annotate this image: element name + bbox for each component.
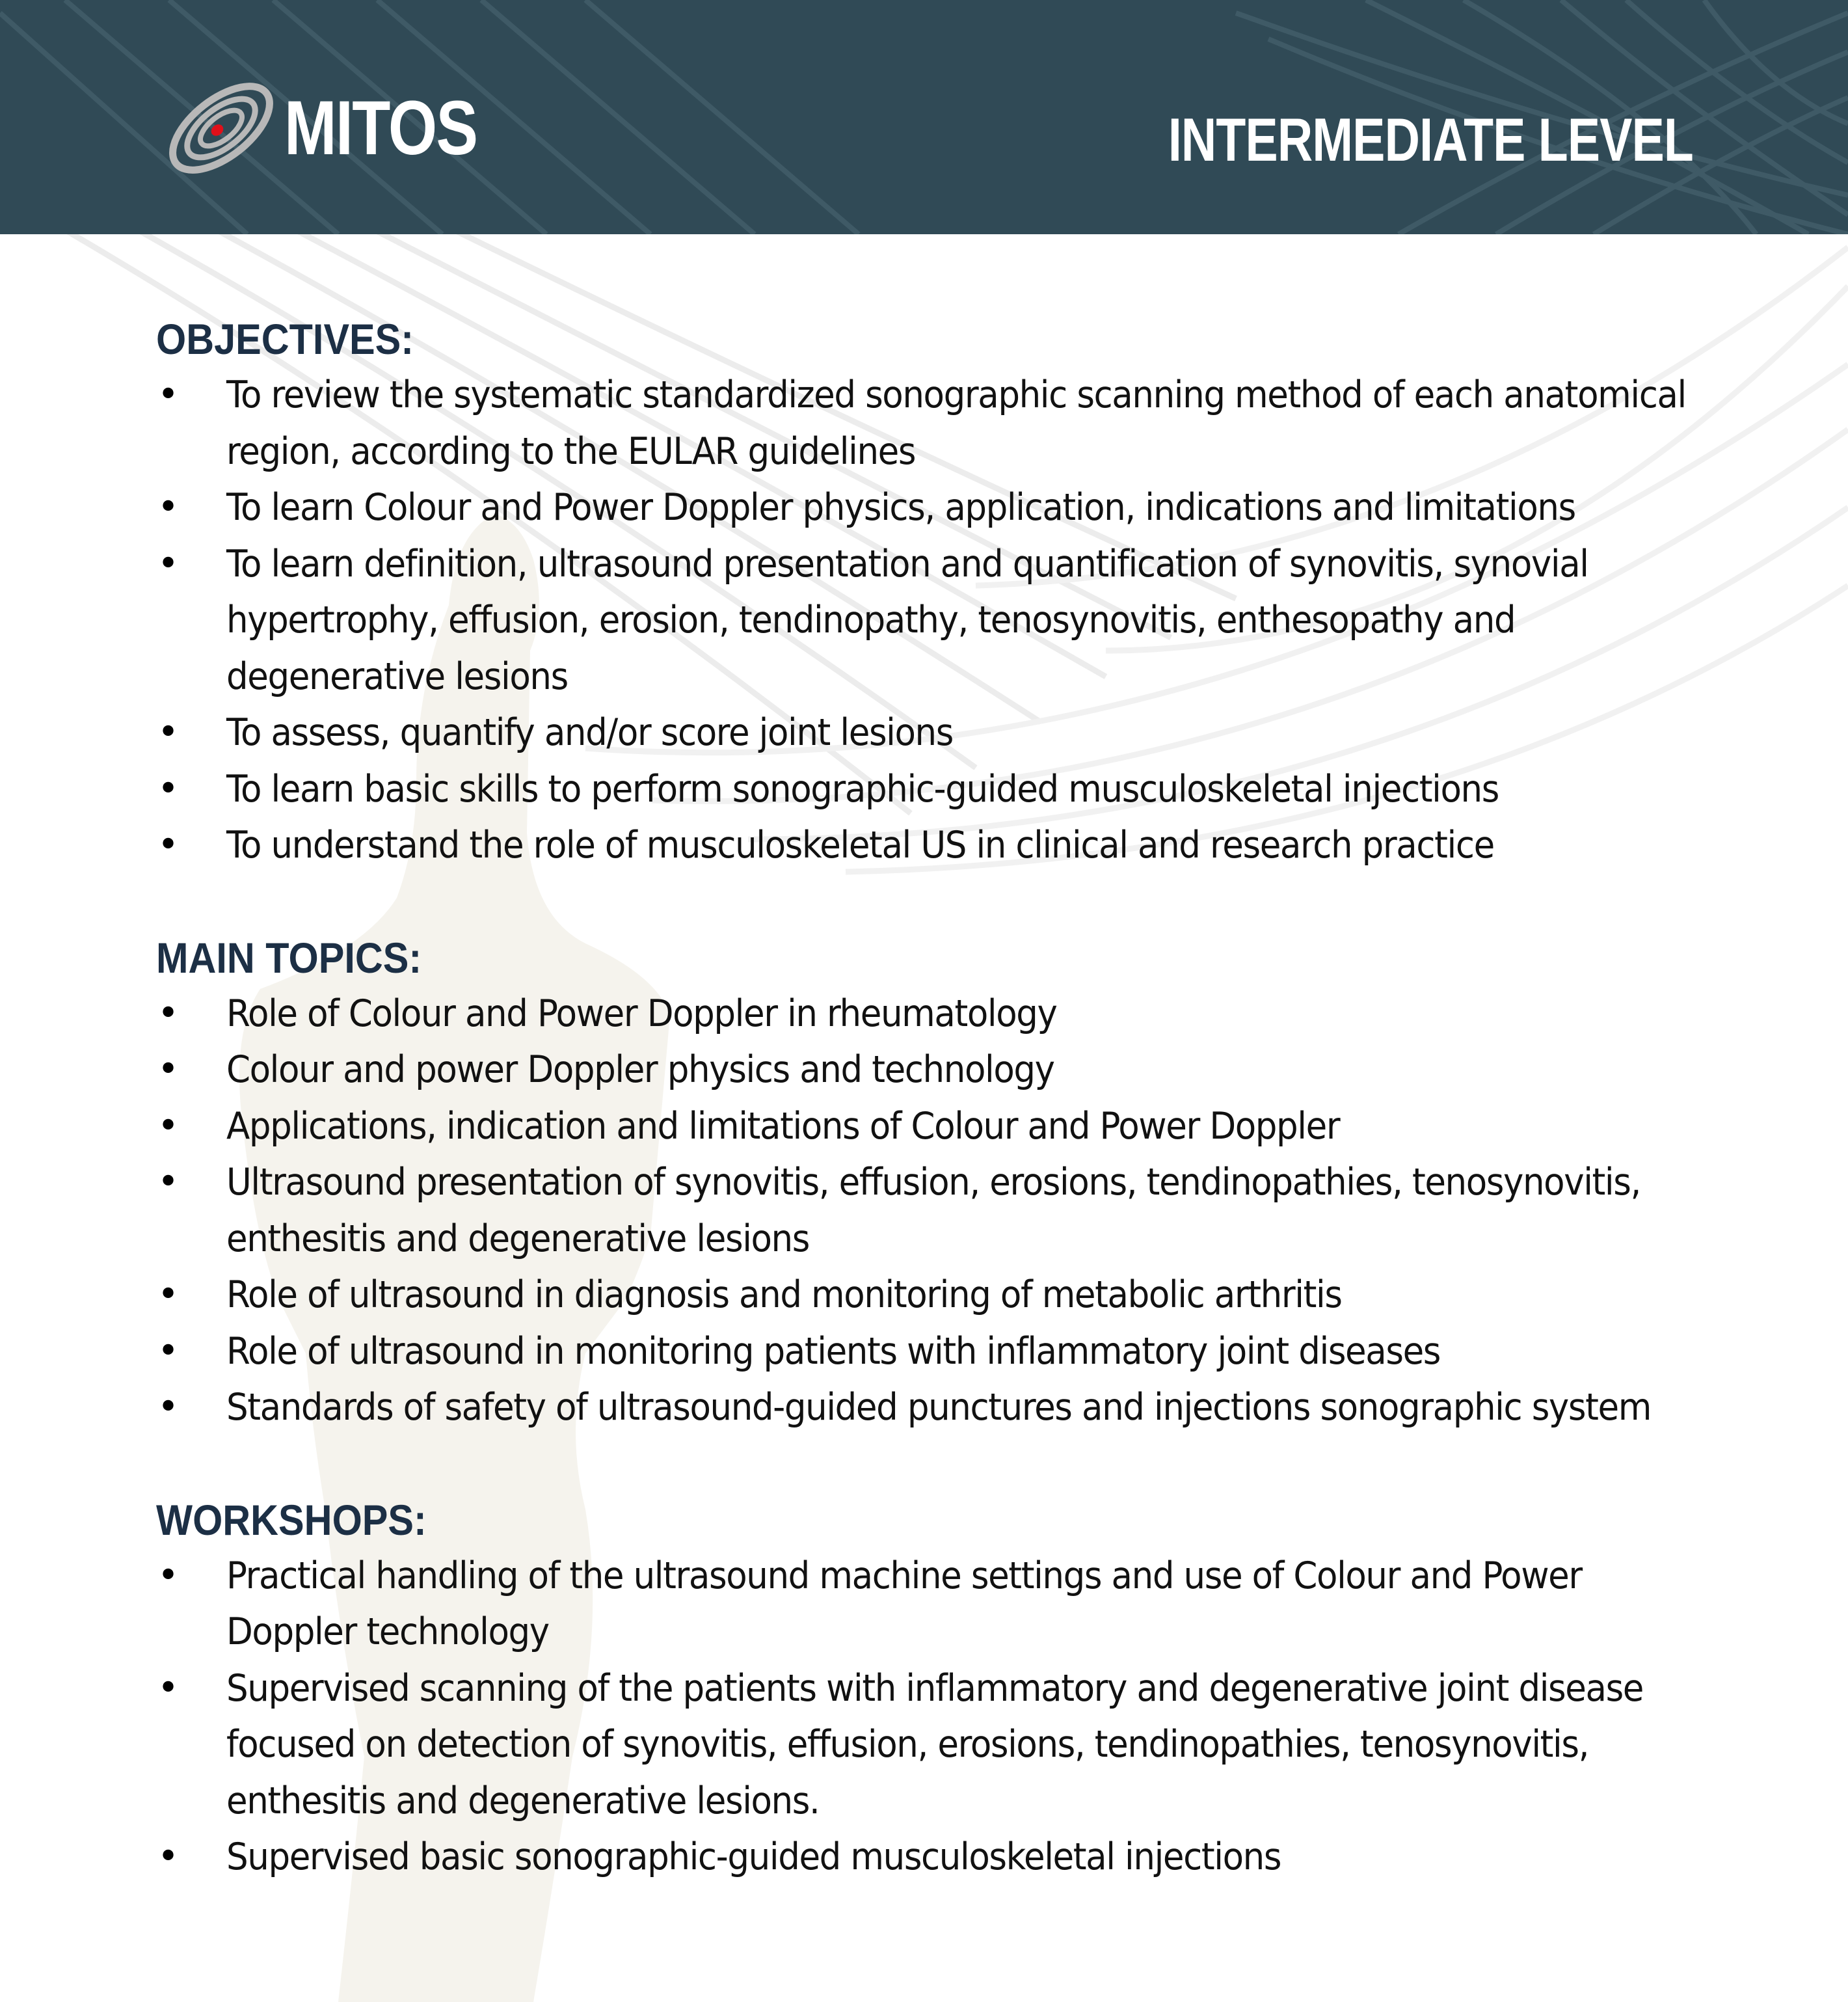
logo-rings-icon <box>161 79 282 177</box>
list-item <box>156 1042 1730 1098</box>
bullet-icon: • <box>157 1104 180 1147</box>
workshops-list <box>156 1548 1730 1886</box>
workshops-section <box>156 1492 1730 1886</box>
list-item <box>156 1379 1730 1436</box>
list-item-text: Colour and power Doppler physics and technology <box>226 1048 1054 1091</box>
bullet-icon: • <box>157 373 180 416</box>
list-item <box>156 1267 1730 1323</box>
list-item-text: To review the systematic standardized sonographic scanning method of each anatomical region, according to the EULAR guidelines <box>226 373 1686 473</box>
bullet-icon: • <box>157 824 180 866</box>
list-item <box>156 1829 1730 1886</box>
section-heading: WORKSHOPS: <box>156 1495 427 1544</box>
section-heading: OBJECTIVES: <box>156 315 414 363</box>
list-item <box>156 705 1730 761</box>
list-item-text: To assess, quantify and/or score joint lesions <box>226 711 953 754</box>
list-item-text: Supervised basic sonographic-guided musculoskeletal injections <box>226 1835 1281 1878</box>
bullet-icon: • <box>157 1329 180 1372</box>
list-item-text: To understand the role of musculoskeletal US in clinical and research practice <box>226 824 1494 867</box>
list-item <box>156 1154 1730 1267</box>
objectives-list <box>156 367 1730 874</box>
bullet-icon: • <box>157 1161 180 1203</box>
list-item-text: Practical handling of the ultrasound machine settings and use of Colour and Power Doppler technology <box>226 1554 1582 1653</box>
list-item <box>156 1323 1730 1380</box>
list-item-text: Supervised scanning of the patients with inflammatory and degenerative joint disease focused on detection of synovitis, effusion, erosions, tendinopathies, tenosynovitis, enthesitis and degenerative lesions. <box>226 1666 1644 1822</box>
bullet-icon: • <box>157 711 180 753</box>
bullet-icon: • <box>157 1666 180 1709</box>
list-item <box>156 1098 1730 1155</box>
list-item-text: Ultrasound presentation of synovitis, effusion, erosions, tendinopathies, tenosynovitis, enthesitis and degenerative lesions <box>226 1161 1640 1260</box>
list-item <box>156 480 1730 536</box>
list-item <box>156 1660 1730 1830</box>
main-topics-section <box>156 930 1730 1436</box>
list-item-text: To learn Colour and Power Doppler physics, application, indications and limitations <box>226 486 1575 529</box>
list-item-text: Applications, indication and limitations of Colour and Power Doppler <box>226 1104 1340 1148</box>
list-item <box>156 536 1730 705</box>
list-item <box>156 817 1730 874</box>
list-item-text: Role of Colour and Power Doppler in rheumatology <box>226 992 1057 1035</box>
bullet-icon: • <box>157 992 180 1035</box>
section-heading: MAIN TOPICS: <box>156 933 422 982</box>
bullet-icon: • <box>157 1554 180 1597</box>
mitos-logo <box>161 79 520 177</box>
bullet-icon: • <box>157 486 180 528</box>
level-title: INTERMEDIATE LEVEL <box>1168 105 1693 174</box>
list-item-text: To learn basic skills to perform sonographic-guided musculoskeletal injections <box>226 767 1499 811</box>
bullet-icon: • <box>157 1386 180 1428</box>
objectives-section <box>156 311 1730 874</box>
list-item-text: Role of ultrasound in diagnosis and monitoring of metabolic arthritis <box>226 1273 1342 1316</box>
brand-name: MITOS <box>284 85 477 171</box>
list-item <box>156 986 1730 1042</box>
main-topics-list <box>156 986 1730 1436</box>
bullet-icon: • <box>157 1835 180 1878</box>
course-content <box>156 311 1730 1886</box>
bullet-icon: • <box>157 1273 180 1316</box>
bullet-icon: • <box>157 1048 180 1090</box>
list-item-text: To learn definition, ultrasound presentation and quantification of synovitis, synovial hypertrophy, effusion, erosion, tendinopathy, tenosynovitis, enthesopathy and degenerative lesions <box>226 542 1588 698</box>
bullet-icon: • <box>157 542 180 585</box>
list-item <box>156 367 1730 480</box>
bullet-icon: • <box>157 767 180 810</box>
list-item-text: Role of ultrasound in monitoring patients with inflammatory joint diseases <box>226 1329 1441 1373</box>
page-header <box>0 0 1848 234</box>
list-item <box>156 761 1730 818</box>
list-item <box>156 1548 1730 1660</box>
list-item-text: Standards of safety of ultrasound-guided punctures and injections sonographic system <box>226 1386 1651 1429</box>
